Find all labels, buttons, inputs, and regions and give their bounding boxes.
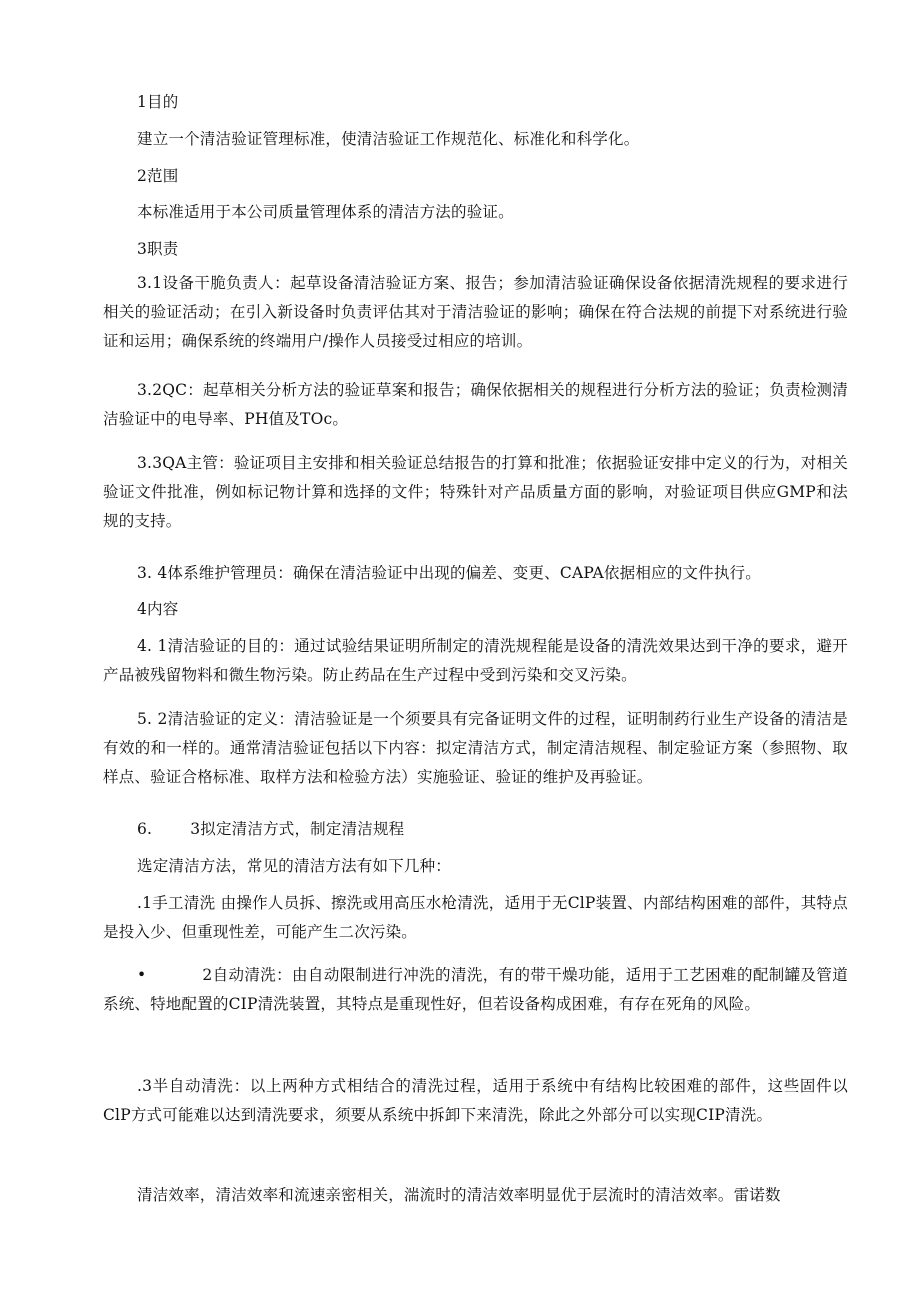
auto-cleaning-text: 2自动清洗：由自动限制进行冲洗的清洗，有的带干燥功能，适用于工艺困难的配制罐及管道系统、特地配置的CIP清洗装置，其特点是重现性好，但若设备构成困难，有存在死角的风险。: [103, 966, 848, 1013]
paragraph-cleaning-efficiency: 清洁效率，清洁效率和流速亲密相关，湍流时的清洁效率明显优于层流时的清洁效率。雷诺数: [137, 1186, 781, 1204]
paragraph-responsibility-equipment: 3.1设备干脆负责人：起草设备清洁验证方案、报告；参加清洁验证确保设备依据清洗规程的要求进行相关的验证活动；在引入新设备时负责评估其对于清洁验证的影响；确保在符合法规的前提下对系统进行验证和运用；确保系统的终端用户/操作人员接受过相应的培训。: [103, 274, 848, 350]
section-title: 3拟定清洁方式，制定清洁规程: [190, 820, 405, 838]
heading-purpose: 1目的: [137, 93, 179, 111]
paragraph-responsibility-qc: 3.2QC：起草相关分析方法的验证草案和报告；确保依据相关的规程进行分析方法的验证；负责检测清洁验证中的电导率、PH值及TOc。: [103, 381, 848, 428]
paragraph-responsibility-maintenance: 3. 4体系维护管理员：确保在清洁验证中出现的偏差、变更、CAPA依据相应的文件执行。: [137, 564, 761, 582]
paragraph-cleaning-definition: 5. 2清洁验证的定义：清洁验证是一个须要具有完备证明文件的过程，证明制药行业生产设备的清洁是有效的和一样的。通常清洁验证包括以下内容：拟定清洁方式，制定清洁规程、制定验证方案（参照物、取样点、验证合格标准、取样方法和检验方法）实施验证、验证的维护及再验证。: [103, 710, 848, 786]
section-number: 6.: [137, 820, 153, 838]
paragraph-semi-auto-cleaning: .3半自动清洗：以上两种方式相结合的清洗过程，适用于系统中有结构比较困难的部件，这些固件以ClP方式可能难以达到清洗要求，须要从系统中拆卸下来清洗，除此之外部分可以实现CIP清洗。: [103, 1077, 848, 1124]
paragraph-method-intro: 选定清洁方法，常见的清洁方法有如下几种：: [137, 857, 452, 875]
paragraph-responsibility-qa: 3.3QA主管：验证项目主安排和相关验证总结报告的打算和批准；依据验证安排中定义的行为，对相关验证文件批准，例如标记物计算和选择的文件；特殊针对产品质量方面的影响，对验证项目供应GMP和法规的支持。: [103, 454, 848, 530]
paragraph-auto-cleaning: [103, 961, 848, 1019]
paragraph-cleaning-purpose: 4. 1清洁验证的目的：通过试验结果证明所制定的清洗规程能是设备的清洗效果达到干净的要求，避开产品被残留物料和微生物污染。防止药品在生产过程中受到污染和交叉污染。: [103, 637, 848, 684]
heading-content: 4内容: [137, 600, 179, 618]
paragraph-purpose: 建立一个清洁验证管理标准，使清洁验证工作规范化、标准化和科学化。: [137, 130, 640, 148]
heading-cleaning-method: [137, 815, 857, 844]
paragraph-scope: 本标准适用于本公司质量管理体系的清洁方法的验证。: [137, 203, 514, 221]
heading-scope: 2范围: [137, 167, 179, 185]
heading-responsibilities: 3职责: [137, 240, 179, 258]
bullet: •: [137, 966, 147, 984]
paragraph-manual-cleaning: .1手工清洗 由操作人员拆、擦洗或用高压水枪清洗，适用于无ClP装置、内部结构困难的部件，其特点是投入少、但重现性差，可能产生二次污染。: [103, 894, 848, 941]
